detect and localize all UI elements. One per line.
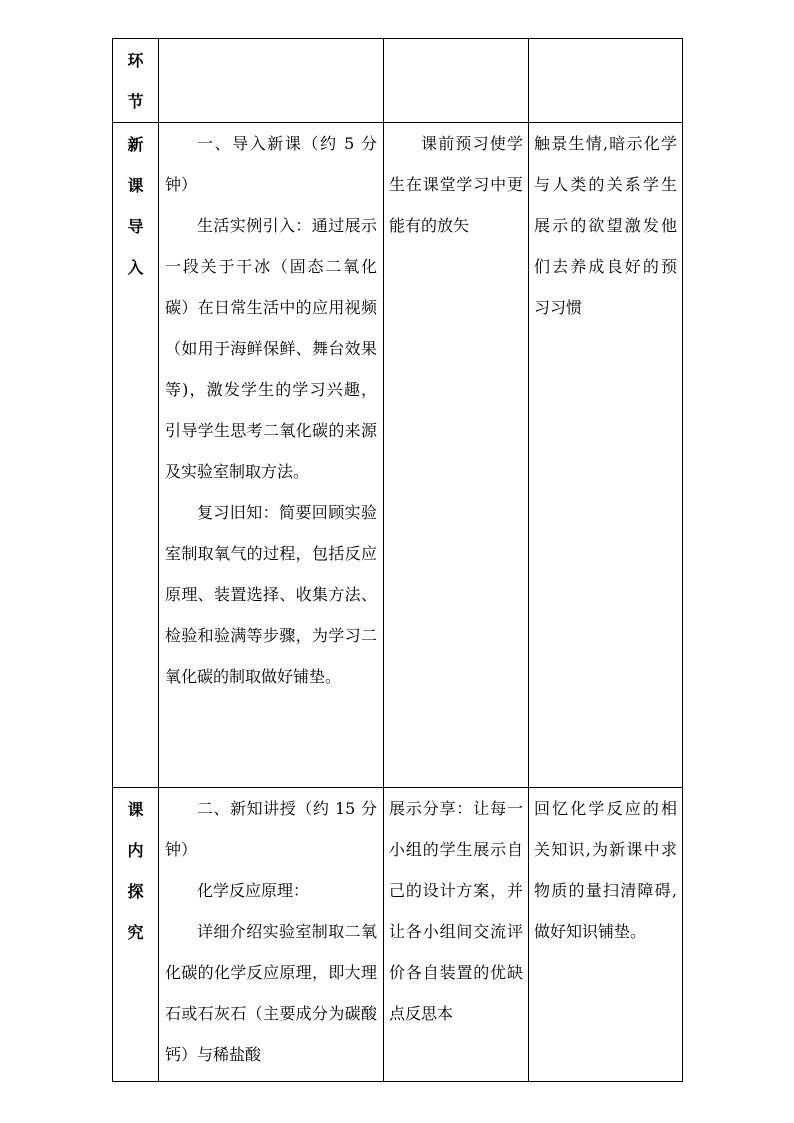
student-activity-cell bbox=[384, 788, 529, 1082]
teacher-paragraph: 复习旧知：简要回顾实验室制取氧气的过程，包括反应原理、装置选择、收集方法、检验和验满等步骤，为学习二氧化碳的制取做好铺垫。 bbox=[165, 503, 377, 686]
student-activity-cell bbox=[384, 39, 529, 123]
phase-char: 导 bbox=[127, 217, 144, 236]
design-intent-cell bbox=[529, 39, 683, 123]
student-paragraph: 课前预习使学生在课堂学习中更能有的放矢 bbox=[389, 134, 523, 235]
table-row-new-lesson-intro bbox=[113, 123, 683, 788]
lesson-plan-table bbox=[112, 38, 683, 1082]
teacher-activity-cell bbox=[159, 788, 384, 1082]
phase-char: 入 bbox=[127, 258, 144, 277]
design-intent-cell bbox=[529, 788, 683, 1082]
phase-char: 节 bbox=[127, 92, 144, 111]
teacher-paragraph: 一、导入新课（约 5 分钟） bbox=[165, 134, 377, 194]
table-row-header bbox=[113, 39, 683, 123]
table-row-in-class-exploration bbox=[113, 788, 683, 1082]
phase-char: 内 bbox=[127, 841, 144, 860]
phase-cell bbox=[113, 123, 159, 788]
teacher-activity-cell bbox=[159, 123, 384, 788]
phase-char: 课 bbox=[127, 176, 144, 195]
teacher-paragraph: 二、新知讲授（约 15 分钟） bbox=[165, 799, 377, 859]
phase-char: 课 bbox=[127, 800, 144, 819]
teacher-paragraph: 化学反应原理： bbox=[197, 881, 310, 900]
phase-char: 新 bbox=[127, 135, 144, 154]
teacher-paragraph: 详细介绍实验室制取二氧化碳的化学反应原理，即大理石或石灰石（主要成分为碳酸钙）与稀盐酸 bbox=[165, 922, 377, 1064]
teacher-paragraph: 生活实例引入：通过展示一段关于干冰（固态二氧化碳）在日常生活中的应用视频（如用于海鲜保鲜、舞台效果等)，激发学生的学习兴趣，引导学生思考二氧化碳的来源及实验室制取方法。 bbox=[165, 216, 377, 481]
student-activity-cell bbox=[384, 123, 529, 788]
student-paragraph: 展示分享：让每一小组的学生展示自己的设计方案，并让各小组间交流评价各自装置的优缺点反思本 bbox=[389, 799, 523, 1023]
intent-paragraph: 回忆化学反应的相关知识,为新课中求物质的量扫清障碍,做好知识铺垫。 bbox=[534, 799, 677, 941]
intent-paragraph: 触景生情,暗示化学与人类的关系学生展示的欲望激发他们去养成良好的预习习惯 bbox=[534, 134, 677, 317]
phase-char: 究 bbox=[127, 923, 144, 942]
phase-char: 环 bbox=[127, 51, 144, 70]
phase-cell bbox=[113, 788, 159, 1082]
phase-char: 探 bbox=[127, 882, 144, 901]
phase-cell bbox=[113, 39, 159, 123]
teacher-activity-cell bbox=[159, 39, 384, 123]
design-intent-cell bbox=[529, 123, 683, 788]
